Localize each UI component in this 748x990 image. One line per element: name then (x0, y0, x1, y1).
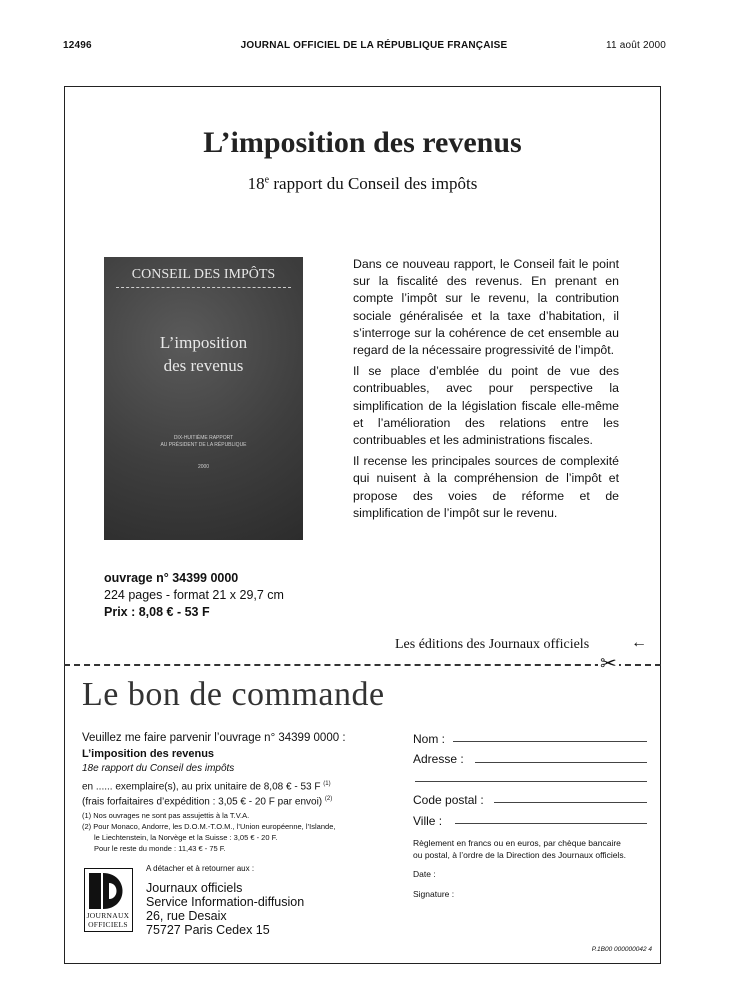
shipping-text: (frais forfaitaires d’expédition : 3,05 € - 20 F par envoi) (82, 796, 323, 808)
postal-code-label: Code postal : (413, 793, 484, 807)
description-paragraph: Il recense les principales sources de complexité qui nuisent à la compréhension de l’impôt et propose des voies de réforme et de simplification de l’impôt sur le revenu. (353, 454, 619, 520)
city-field[interactable] (455, 823, 647, 824)
subtitle-superscript: e (264, 174, 270, 186)
cover-subtitle (104, 435, 303, 449)
book-cover-image (104, 257, 303, 540)
payment-instructions (413, 837, 626, 861)
footnote-shipping-eu-cont: le Liechtenstein, la Norvège et la Suisse : 3,05 € - 20 F. (94, 833, 278, 842)
address-field-line2[interactable] (415, 781, 647, 782)
ad-title: L’imposition des revenus (203, 126, 522, 159)
cover-title (104, 331, 303, 377)
cut-line (64, 664, 661, 666)
logo-mark-icon (85, 871, 131, 911)
product-price: Prix : 8,08 € - 53 F (104, 605, 210, 619)
signature-label: Signature : (413, 889, 455, 899)
quantity-ref: (1) (323, 781, 331, 787)
order-form-heading: Le bon de commande (82, 676, 385, 713)
cover-title-line1: L’imposition (159, 333, 248, 352)
name-label: Nom : (413, 732, 446, 746)
reference-code: P.1B00 000000042 4 (591, 946, 652, 953)
order-line-shipping (82, 792, 332, 809)
address-line: Journaux officiels (146, 881, 243, 895)
journaux-officiels-logo (84, 868, 133, 932)
quantity-text: en ...... exemplaire(s), au prix unitaire de 8,08 € - 53 F (82, 781, 321, 793)
subtitle-text: rapport du Conseil des impôts (269, 174, 478, 193)
ad-description (353, 256, 619, 526)
cover-sub-line2: AU PRÉSIDENT DE LA RÉPUBLIQUE (160, 442, 247, 448)
payment-line: ou postal, à l’ordre de la Direction des Journaux officiels. (413, 850, 626, 860)
description-paragraph: Il se place d’emblée du point de vue des contribuables, avec pour perspective la simplification de la législation fiscale elle-même et l’amélioration des relations entre les contribuables et les administrations fiscales. (353, 364, 619, 448)
publisher-signature: Les éditions des Journaux officiels (395, 637, 590, 652)
detach-instruction: A détacher et à retourner aux : (146, 864, 255, 873)
arrow-left-icon: ← (631, 634, 647, 651)
address-line: Service Information-diffusion (146, 895, 305, 909)
address-line: 75727 Paris Cedex 15 (146, 923, 270, 937)
address-field[interactable] (475, 762, 647, 763)
footnote-shipping-world: Pour le reste du monde : 11,43 € - 75 F. (94, 844, 226, 853)
logo-text-line1: JOURNAUX (86, 911, 130, 920)
cover-year: 2000 (197, 464, 210, 470)
product-format: 224 pages - format 21 x 29,7 cm (104, 588, 284, 602)
page-number: 12496 (63, 40, 92, 51)
cover-rule-top (116, 287, 291, 288)
order-line-title: L’imposition des revenus (82, 748, 215, 760)
product-code: ouvrage n° 34399 0000 (104, 571, 239, 585)
order-line-subtitle: 18e rapport du Conseil des impôts (82, 763, 235, 774)
issue-date: 11 août 2000 (605, 40, 666, 51)
name-field[interactable] (453, 741, 647, 742)
description-paragraph: Dans ce nouveau rapport, le Conseil fait le point sur la fiscalité des revenus. En prenant en compte l’impôt sur le revenu, la contribution sociale généralisée et la taxe d’habitation, il s’interroge sur la cohérence de cet ensemble au regard de la nécessaire progressivité de l’impôt. (353, 257, 619, 358)
payment-line: Règlement en francs ou en euros, par chèque bancaire (413, 838, 621, 848)
journal-title: JOURNAL OFFICIEL DE LA RÉPUBLIQUE FRANÇAISE (240, 40, 508, 51)
order-line-request: Veuillez me faire parvenir l’ouvrage n° 34399 0000 : (82, 732, 346, 744)
subtitle-number: 18 (247, 174, 265, 193)
city-label: Ville : (413, 814, 443, 828)
ad-subtitle (64, 174, 661, 194)
logo-text (85, 911, 131, 929)
footnote-vat: (1) Nos ouvrages ne sont pas assujettis à la T.V.A. (82, 811, 250, 820)
scissors-icon: ✂ (600, 653, 617, 675)
date-label: Date : (413, 869, 436, 879)
return-address (146, 881, 304, 937)
shipping-ref: (2) (324, 796, 333, 802)
logo-text-line2: OFFICIELS (88, 920, 128, 929)
cover-title-line2: des revenus (163, 356, 244, 375)
product-info (104, 570, 284, 621)
address-label: Adresse : (413, 752, 464, 766)
cover-publisher: CONSEIL DES IMPÔTS (131, 267, 276, 282)
cover-sub-line1: DIX-HUITIÈME RAPPORT (173, 435, 234, 441)
postal-code-field[interactable] (494, 802, 647, 803)
footnote-shipping-eu: (2) Pour Monaco, Andorre, les D.O.M.-T.O.M., l’Union européenne, l’Islande, (82, 822, 336, 831)
address-line: 26, rue Desaix (146, 909, 227, 923)
